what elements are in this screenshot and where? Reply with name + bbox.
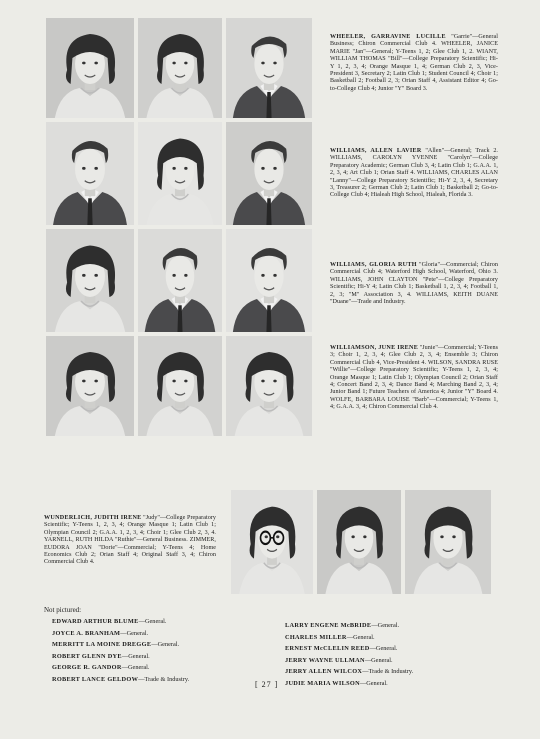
senior-portrait <box>405 490 491 594</box>
list-item: CHARLES MILLER—General. <box>285 633 375 641</box>
list-item: JERRY ALLEN WILCOX—Trade & Industry. <box>285 668 414 675</box>
bio-block-2 <box>330 148 498 200</box>
senior-portrait <box>226 336 312 436</box>
senior-portrait <box>138 18 222 118</box>
senior-portrait <box>226 18 312 118</box>
senior-portrait <box>138 229 222 332</box>
senior-portrait <box>46 122 134 225</box>
senior-portrait <box>46 18 134 118</box>
bio-block-3 <box>330 262 498 306</box>
bio-name: WILLIAMS, ALLEN LAVIER <box>330 148 422 154</box>
page-number: [ 27 ] <box>255 680 279 689</box>
list-item: JERRY WAYNE ULLMAN—General. <box>285 656 393 664</box>
list-item: ERNEST McCLELIN REED—General. <box>285 645 398 652</box>
bio-block-1 <box>330 34 498 93</box>
senior-portrait <box>138 122 222 225</box>
senior-portrait <box>46 336 134 436</box>
not-pictured-left <box>52 616 189 685</box>
senior-portrait <box>138 336 222 436</box>
list-item: MERRITT LA MOINE DREGGE—General. <box>52 641 180 648</box>
bio-text: "Junie"—Commercial; Y-Teens 3; Choir 1, 2, 3, 4; Glee Club 2, 3, 4; Ensemble 3; Chiron Commercial Club 4, Vice-President 4. WILSON, SANDRA RUSE "Willie"—College Preparatory Scientific; Y-Teens 1, 2, 3, 4; Orange Masque 1; Latin Club 1; Olympian Council 2; Orian Staff 4; Concert Band 2, 3, 4; Dance Band 4; Marching Band 2, 3, 4; Junior Band 1; Future Teachers of America 4; Junior "Y" Board 4. WOLFE, BARBARA LOUISE "Barb"—Commercial; Y-Teens 1, 4; G.A.A. 3, 4; Chiron Commercial Club 4. <box>330 345 498 411</box>
list-item: ROBERT GLENN DYE—General. <box>52 652 150 660</box>
bio-text: "Allen"—General; Track 2. WILLIAMS, CAROLYN YVENNE "Carolyn"—College Preparatory Academic; German Club 3, 4; Latin Club 1; G.A.A. 1, 2, 3, 4; Art Club 1; Orian Staff 4. WILLIAMS, CHARLES ALAN "Lanny"—College Preparatory Scientific; Hi-Y 2, 3, 4, Secretary 3, Treasurer 2; German Club 2; Latin Club 1; Basketball 2; Go-to-College Club 4; Hialeah High School, Hialeah, Florida 3. <box>330 148 498 199</box>
bio-name: WUNDERLICH, JUDITH IRENE <box>44 515 142 521</box>
bio-block-5 <box>44 515 216 567</box>
senior-portrait <box>231 490 313 594</box>
list-item: LARRY ENGENE McBRIDE—General. <box>285 622 400 629</box>
bio-text: "Gloria"—Commercial; Chiron Commercial Club 4; Waterford High School, Waterford, Ohio 3. WILLIAMS, JOHN CLAYTON "Pete"—College Preparatory Scientific; Hi-Y 4; Latin Club 1; Basketball 1, 2, 3, 4; Football 1, 2, 3; "M" Association 3, 4. WILLIAMS, KEITH DUANE "Duane"—Trade and Industry. <box>330 262 498 306</box>
not-pictured-label: Not pictured: <box>44 606 82 614</box>
list-item: EDWARD ARTHUR BLUME—General. <box>52 618 167 625</box>
senior-portrait <box>226 122 312 225</box>
list-item: JUDIE MARIA WILSON—General. <box>285 679 388 687</box>
list-item: JOYCE A. BRANHAM—General. <box>52 629 149 637</box>
list-item: ROBERT LANCE GELDOW—Trade & Industry. <box>52 675 190 683</box>
bio-name: WILLIAMSON, JUNE IRENE <box>330 345 419 351</box>
not-pictured-right <box>285 620 413 689</box>
bio-name: WHEELER, GARRAVINE LUCILLE <box>330 34 446 40</box>
senior-portrait <box>46 229 134 332</box>
bio-text: "Judy"—College Preparatory Scientific; Y-Teens 1, 2, 3, 4; Orange Masque 1; Latin Club 1; Olympian Council 2; G.A.A. 1, 2, 3, 4; Choir 1; Glee Club 2, 3, 4. YARNELL, RUTH HILDA "Ruthie"—General Business. ZIMMER, EUDORA JOAN "Dorie"—Commercial; Y-Teens 4; Home Economics Club 2; Orian Staff 4; Original Staff 3, 4; Chiron Commercial Club 4. <box>44 515 216 566</box>
bio-name: WILLIAMS, GLORIA RUTH <box>330 262 417 268</box>
senior-portrait <box>226 229 312 332</box>
bio-text: "Garrie"—General Business; Chiron Commercial Club 4. WHEELER, JANICE MARIE "Jan"—General; Y-Teens 1, 2; Glee Club 1, 2. WIANT, WILLIAM THOMAS "Bill"—College Preparatory Scientific; Hi-Y 1, 2, 3, 4; Orange Masque 1, 4; German Club 2, 3, Vice-President 3, Secretary 2; Latin Club 1; Student Council 4; Choir 1; Basketball 2; Football 2, 3; Orian Staff 4, Assistant Editor 4; Go-to-College Club 4; Junior "Y" Board 3. <box>330 34 498 92</box>
list-item: GEORGE R. GANDOR—General. <box>52 664 150 671</box>
bio-block-4 <box>330 345 498 412</box>
senior-portrait <box>317 490 401 594</box>
